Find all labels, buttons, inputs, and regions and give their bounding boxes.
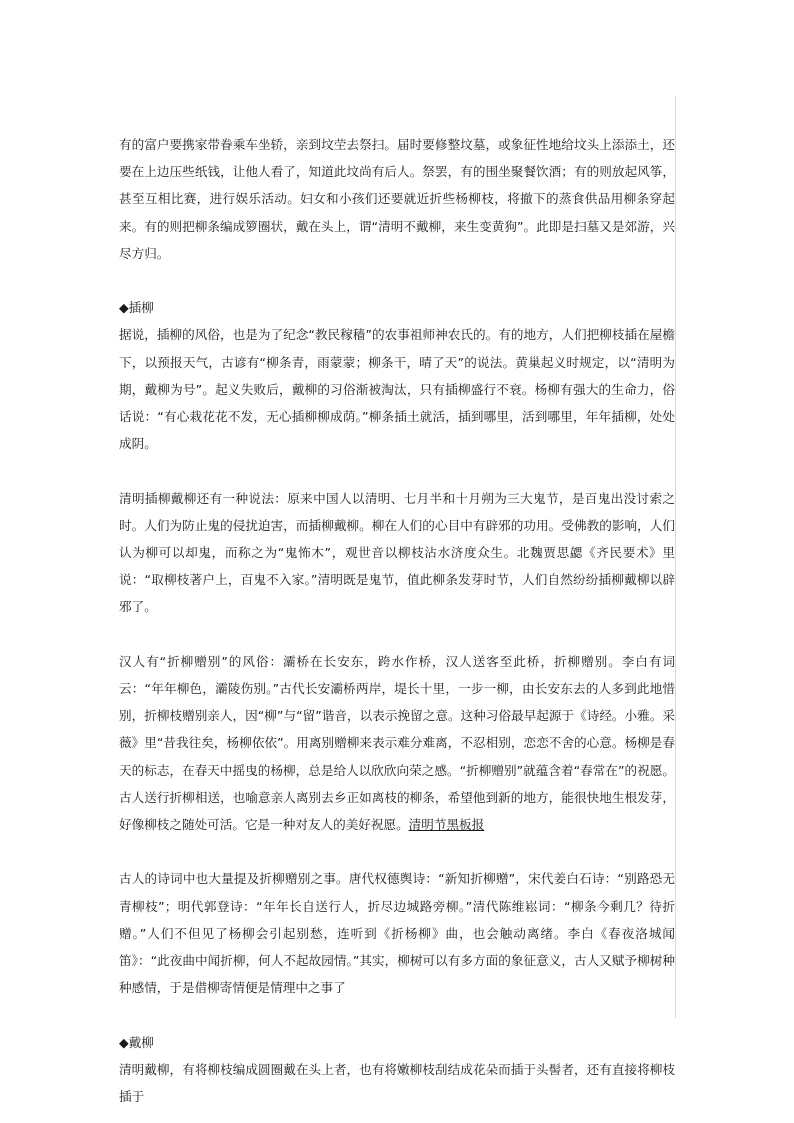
section-heading-chaliu: ◆插柳 bbox=[119, 300, 154, 316]
paragraph-tomb-sweeping: 有的富户要携家带眷乘车坐轿，亲到坟茔去祭扫。届时要修整坟墓，或象征性地给坟头上添添土，还要在上边压些纸钱，让他人看了，知道此坟尚有后人。祭罢，有的围坐聚餐饮酒；有的则放起风筝，甚至互相比赛，进行娱乐活动。妇女和小孩们还要就近折些杨柳枝，将撤下的蒸食供品用柳条穿起来。有的则把柳条编成箩圈状，戴在头上，谓“清明不戴柳，来生变黄狗”。此即是扫墓又是郊游，兴尽方归。 bbox=[119, 137, 675, 261]
paragraph-gap bbox=[119, 1001, 675, 1028]
paragraph-gap bbox=[119, 457, 675, 484]
section-heading-daliu: ◆戴柳 bbox=[119, 1034, 154, 1050]
paragraph-poetry: 古人的诗词中也大量提及折柳赠别之事。唐代权德舆诗：“新知折柳赠”，宋代姜白石诗：“别路恐无青柳枝”；明代郭登诗：“年年长自送行人，折尽边城路旁柳。”清代陈维崧词：“柳条今剩几？待折赠。”人们不但见了杨柳会引起别愁，连听到《折杨柳》曲，也会触动离绪。李白《春夜洛城闻笛》：“此夜曲中闻折柳，何人不起故园情。”其实，柳树可以有多方面的象征意义，古人又赋予柳树种种感情，于是借柳寄情便是情理中之事了 bbox=[119, 871, 675, 996]
paragraph-farewell-willow-text: 汉人有“折柳赠别”的风俗：灞桥在长安东，跨水作桥，汉人送客至此桥，折柳赠别。李白有词云：“年年柳色，灞陵伤别。”古代长安灞桥两岸，堤长十里，一步一柳，由长安东去的人多到此地惜别，折柳枝赠别亲人，因“柳”与“留”谐音，以表示挽留之意。这种习俗最早起源于《诗经。小雅。采薇》里“昔我往矣，杨柳依依”。用离别赠柳来表示难分难离，不忍相别，恋恋不舍的心意。杨柳是春天的标志，在春天中摇曳的杨柳，总是给人以欣欣向荣之感。“折柳赠别”就蕴含着“春常在”的祝愿。古人送行折柳相送，也喻意亲人离别去乡正如离枝的柳条，希望他到新的地方，能很快地生根发芽，好像柳枝之随处可活。它是一种对友人的美好祝愿。 bbox=[119, 653, 675, 833]
paragraph-chaliu-origin: 据说，插柳的风俗，也是为了纪念“教民稼穑”的农事祖师神农氏的。有的地方，人们把柳枝插在屋檐下，以预报天气，古谚有“柳条青，雨蒙蒙；柳条干，晴了天”的说法。黄巢起义时规定，以“清明为期，戴柳为号”。起义失败后，戴柳的习俗渐被淘汰，只有插柳盛行不衰。杨柳有强大的生命力，俗话说：“有心栽花花不发，无心插柳柳成荫。”柳条插土就活，插到哪里，活到哪里，年年插柳，处处成阴。 bbox=[119, 327, 675, 452]
paragraph-gap bbox=[119, 838, 675, 865]
document-body bbox=[119, 131, 675, 1110]
paragraph-daliu: 清明戴柳，有将柳枝编成圆圈戴在头上者，也有将嫩柳枝刮结成花朵而插于头髻者，还有直接将柳枝插于 bbox=[119, 1061, 675, 1105]
paragraph-ghost-festival: 清明插柳戴柳还有一种说法：原来中国人以清明、七月半和十月朔为三大鬼节，是百鬼出没讨索之时。人们为防止鬼的侵扰迫害，而插柳戴柳。柳在人们的心目中有辟邪的功用。受佛教的影响，人们认为柳可以却鬼，而称之为“鬼怖木”，观世音以柳枝沾水济度众生。北魏贾思勰《齐民要术》里说：“取柳枝著户上，百鬼不入家。”清明既是鬼节，值此柳条发芽时节，人们自然纷纷插柳戴柳以辟邪了。 bbox=[119, 490, 675, 615]
blackboard-link[interactable]: 清明节黑板报 bbox=[408, 817, 485, 833]
paragraph-farewell-willow bbox=[119, 648, 675, 838]
page-margin-rule bbox=[675, 96, 676, 1018]
paragraph-gap bbox=[119, 267, 675, 294]
paragraph-gap bbox=[119, 621, 675, 648]
